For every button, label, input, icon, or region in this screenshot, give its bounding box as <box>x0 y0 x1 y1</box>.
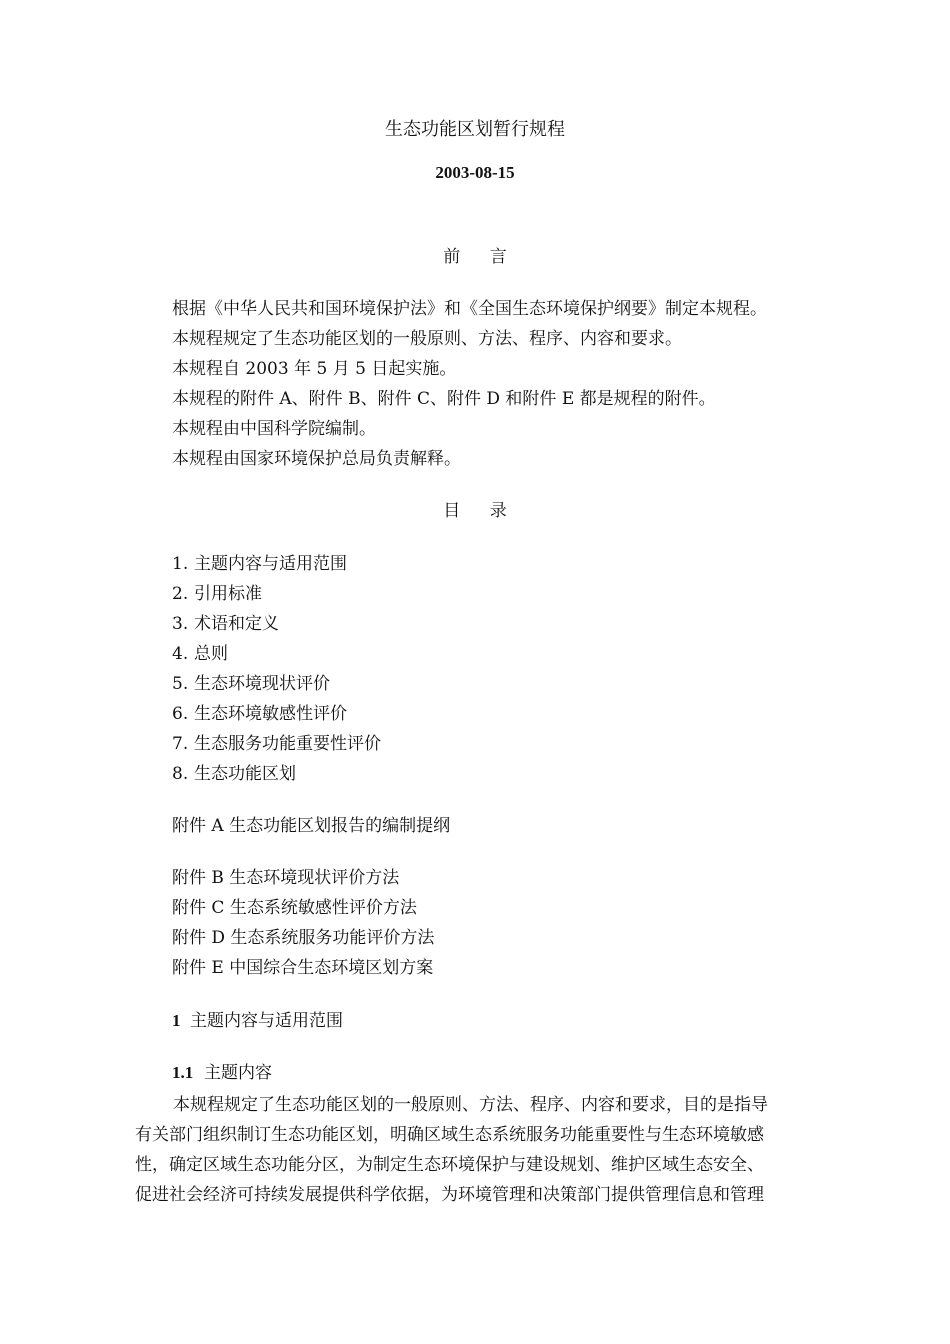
document-title: 生态功能区划暂行规程 <box>385 119 565 140</box>
section-number: 1 <box>172 1011 181 1030</box>
preface-line: 本规程自 2003 年 5 月 5 日起实施。 <box>172 359 457 379</box>
preface-line: 本规程由中国科学院编制。 <box>172 419 376 439</box>
toc-item-number: 6. <box>172 704 189 724</box>
toc-item[interactable] <box>172 613 279 635</box>
toc-item-label: 术语和定义 <box>194 614 279 634</box>
toc-item[interactable] <box>172 673 330 695</box>
annex-item[interactable]: 附件 E 中国综合生态环境区划方案 <box>172 958 434 978</box>
paragraph-line: 促进社会经济可持续发展提供科学依据，为环境管理和决策部门提供管理信息和管理 <box>135 1185 764 1205</box>
toc-item-number: 2. <box>172 584 189 604</box>
toc-item[interactable] <box>172 643 228 665</box>
section-title: 主题内容与适用范围 <box>190 1011 343 1031</box>
toc-item-number: 7. <box>172 734 189 754</box>
toc-item-number: 3. <box>172 614 189 634</box>
subsection-number: 1.1 <box>172 1063 194 1082</box>
toc-item-label: 主题内容与适用范围 <box>194 554 347 574</box>
toc-item[interactable] <box>172 763 296 785</box>
toc-item-number: 5. <box>172 674 189 694</box>
preface-line: 本规程规定了生态功能区划的一般原则、方法、程序、内容和要求。 <box>172 329 682 349</box>
section-heading <box>172 1010 343 1032</box>
toc-item-number: 8. <box>172 764 189 784</box>
toc-item[interactable] <box>172 703 347 725</box>
toc-item-label: 生态服务功能重要性评价 <box>194 734 381 754</box>
toc-item-number: 1. <box>172 554 189 574</box>
document-date: 2003-08-15 <box>435 163 515 182</box>
toc-item-label: 总则 <box>194 644 228 664</box>
preface-line: 根据《中华人民共和国环境保护法》和《全国生态环境保护纲要》制定本规程。 <box>172 299 767 319</box>
paragraph-line: 本规程规定了生态功能区划的一般原则、方法、程序、内容和要求，目的是指导 <box>173 1095 768 1115</box>
subsection-heading <box>172 1062 272 1084</box>
toc-item-number: 4. <box>172 644 189 664</box>
toc-item-label: 生态环境现状评价 <box>194 674 330 694</box>
toc-heading: 目 录 <box>443 501 519 521</box>
annex-item[interactable]: 附件 B 生态环境现状评价方法 <box>172 868 400 888</box>
toc-item[interactable] <box>172 733 381 755</box>
toc-item-label: 引用标准 <box>194 584 262 604</box>
toc-item[interactable] <box>172 553 347 575</box>
paragraph-line: 性，确定区域生态功能分区，为制定生态环境保护与建设规划、维护区域生态安全、 <box>135 1155 764 1175</box>
preface-heading: 前 言 <box>443 247 519 267</box>
annex-item[interactable]: 附件 A 生态功能区划报告的编制提纲 <box>172 816 451 836</box>
toc-item[interactable] <box>172 583 262 605</box>
annex-item[interactable]: 附件 D 生态系统服务功能评价方法 <box>172 928 435 948</box>
paragraph-line: 有关部门组织制订生态功能区划，明确区域生态系统服务功能重要性与生态环境敏感 <box>135 1125 764 1145</box>
subsection-title: 主题内容 <box>204 1063 272 1083</box>
toc-item-label: 生态功能区划 <box>194 764 296 784</box>
toc-item-label: 生态环境敏感性评价 <box>194 704 347 724</box>
preface-line: 本规程由国家环境保护总局负责解释。 <box>172 449 461 469</box>
annex-item[interactable]: 附件 C 生态系统敏感性评价方法 <box>172 898 417 918</box>
body-paragraph <box>135 1090 815 1210</box>
preface-line: 本规程的附件 A、附件 B、附件 C、附件 D 和附件 E 都是规程的附件。 <box>172 389 716 409</box>
